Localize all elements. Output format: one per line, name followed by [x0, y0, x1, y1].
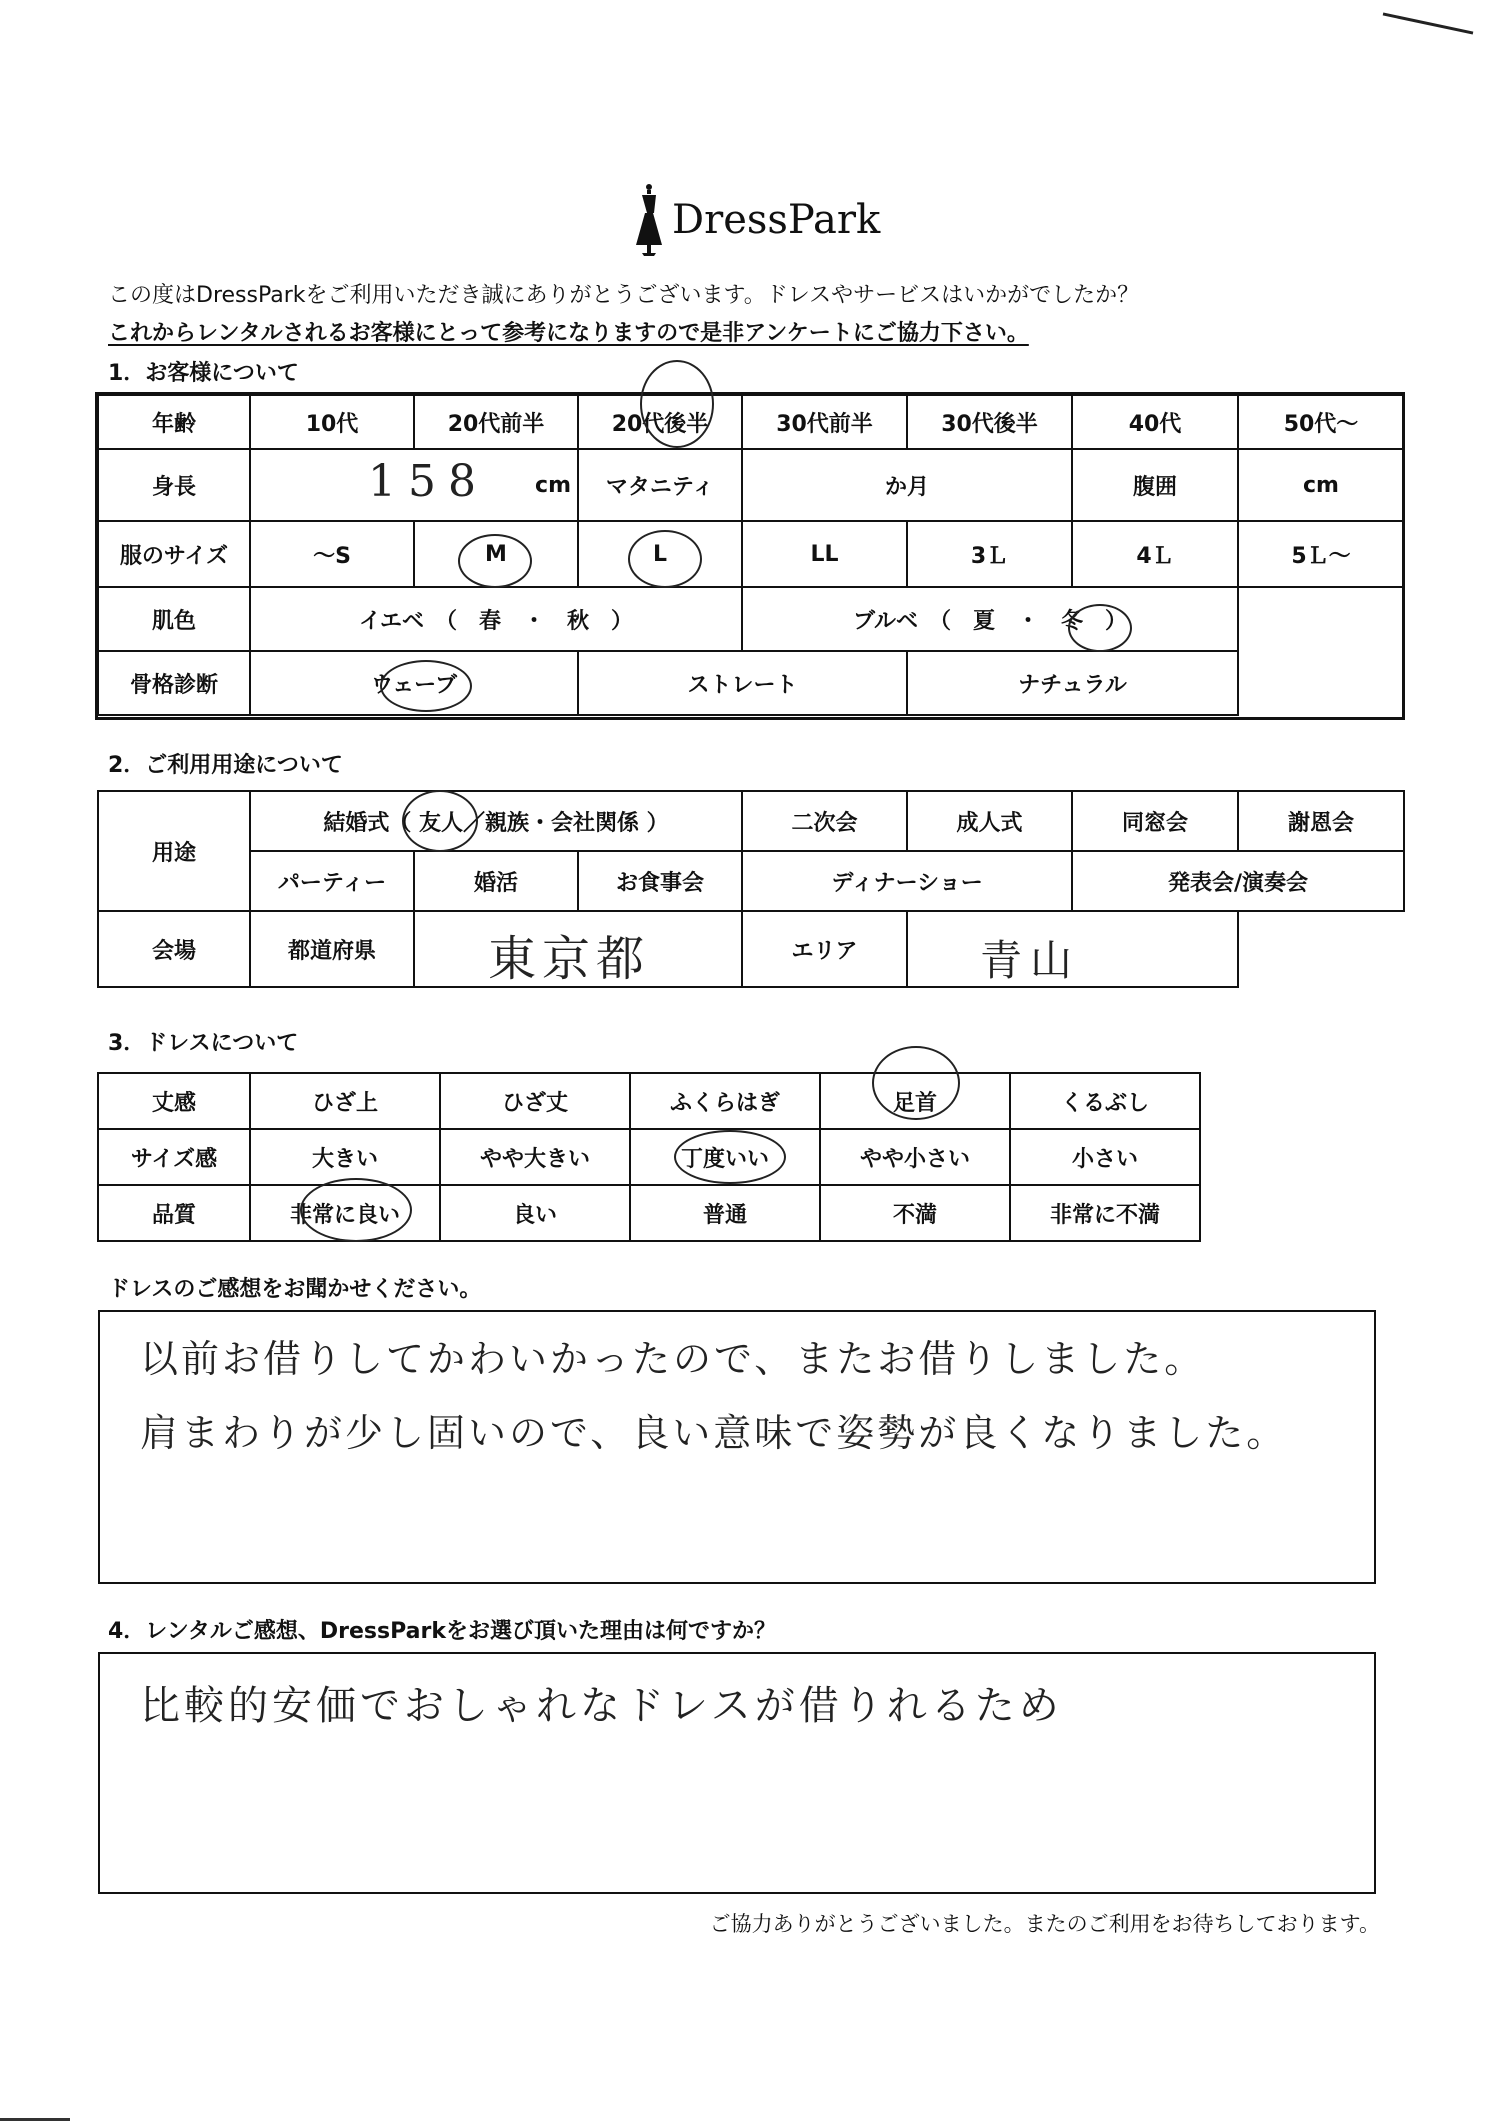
- length-option[interactable]: くるぶし: [1010, 1073, 1200, 1129]
- size-label: 服のサイズ: [98, 521, 250, 587]
- dress-comment-line-1: 以前お借りしてかわいかったので、またお借りしました。: [140, 1337, 1206, 1381]
- purpose-row-1: [98, 791, 1404, 851]
- empty-cell: [1238, 587, 1404, 651]
- age-option[interactable]: 30代後半: [907, 395, 1072, 449]
- age-option[interactable]: 40代: [1072, 395, 1238, 449]
- purpose-selected-mark: [402, 790, 478, 852]
- fit-row: [98, 1129, 1200, 1185]
- skin-row: [98, 587, 1404, 651]
- waist-label: 腹囲: [1072, 449, 1238, 521]
- length-row: [98, 1073, 1200, 1129]
- age-row: [98, 395, 1404, 449]
- height-label: 身長: [98, 449, 250, 521]
- size-selected-mark: [628, 530, 702, 588]
- dress-table: [97, 1072, 1201, 1242]
- area-label: エリア: [742, 911, 907, 987]
- size-option[interactable]: 3Ｌ: [907, 521, 1072, 587]
- fit-option[interactable]: やや大きい: [440, 1129, 630, 1185]
- comment-prompt: ドレスのご感想をお聞かせください。: [108, 1277, 482, 1302]
- length-option[interactable]: 足首: [820, 1073, 1010, 1129]
- purpose-option[interactable]: 同窓会: [1072, 791, 1238, 851]
- quality-label: 品質: [98, 1185, 250, 1241]
- height-unit: cm: [535, 472, 571, 498]
- maternity-unit: か月: [884, 474, 929, 500]
- length-selected-mark: [872, 1046, 960, 1120]
- purpose-option[interactable]: 発表会/演奏会: [1072, 851, 1404, 911]
- purpose-option[interactable]: 謝恩会: [1238, 791, 1404, 851]
- purpose-row-2: [98, 851, 1404, 911]
- prefecture-value: 東京都: [488, 931, 651, 987]
- quality-option[interactable]: 普通: [630, 1185, 820, 1241]
- age-option[interactable]: 50代～: [1238, 395, 1404, 449]
- age-option[interactable]: 20代後半: [578, 395, 742, 449]
- maternity-field[interactable]: [742, 449, 1072, 521]
- reason-answer: 比較的安価でおしゃれなドレスが借りれるため: [140, 1683, 1063, 1729]
- age-option[interactable]: 10代: [250, 395, 414, 449]
- size-option[interactable]: 5Ｌ～: [1238, 521, 1404, 587]
- purpose-table: [97, 790, 1405, 988]
- waist-unit: cm: [1303, 472, 1339, 498]
- fit-option[interactable]: やや小さい: [820, 1129, 1010, 1185]
- frame-option[interactable]: ナチュラル: [907, 651, 1238, 715]
- quality-option[interactable]: 非常に良い: [250, 1185, 440, 1241]
- section2-title: 2．ご利用用途について: [108, 753, 343, 778]
- length-option[interactable]: ひざ丈: [440, 1073, 630, 1129]
- purpose-option[interactable]: 成人式: [907, 791, 1072, 851]
- frame-label: 骨格診断: [98, 651, 250, 715]
- quality-selected-mark: [300, 1178, 412, 1242]
- venue-label: 会場: [98, 911, 250, 987]
- length-label: 丈感: [98, 1073, 250, 1129]
- size-option[interactable]: L: [578, 521, 742, 587]
- age-label: 年齢: [98, 395, 250, 449]
- age-selected-mark: [640, 360, 714, 448]
- section1-title: 1．お客様について: [108, 361, 299, 386]
- fit-option[interactable]: 小さい: [1010, 1129, 1200, 1185]
- frame-option[interactable]: ストレート: [578, 651, 907, 715]
- frame-row: [98, 651, 1404, 715]
- quality-option[interactable]: 良い: [440, 1185, 630, 1241]
- brand-name: DressPark: [672, 197, 881, 243]
- purpose-option[interactable]: 二次会: [742, 791, 907, 851]
- height-value: 158: [368, 456, 488, 507]
- fit-option[interactable]: 大きい: [250, 1129, 440, 1185]
- age-option[interactable]: 20代前半: [414, 395, 578, 449]
- fit-label: サイズ感: [98, 1129, 250, 1185]
- purpose-option[interactable]: 結婚式（ 友人／親族・会社関係 ）: [250, 791, 742, 851]
- size-option[interactable]: ～S: [250, 521, 414, 587]
- maternity-label: マタニティ: [578, 449, 742, 521]
- empty-cell: [1238, 651, 1404, 715]
- length-option[interactable]: ふくらはぎ: [630, 1073, 820, 1129]
- prefecture-label: 都道府県: [250, 911, 414, 987]
- area-value: 青山: [980, 936, 1081, 985]
- section4-title: 4．レンタルご感想、DressParkをお選び頂いた理由は何ですか？: [108, 1619, 776, 1644]
- fit-option[interactable]: 丁度いい: [630, 1129, 820, 1185]
- size-selected-mark: [458, 534, 532, 588]
- brand-logo: [634, 180, 880, 260]
- scan-mark: [0, 2118, 70, 2121]
- skin-blue-option[interactable]: ブルベ （ 夏 ・ 冬 ）: [742, 587, 1238, 651]
- dress-comment-box[interactable]: [98, 1310, 1376, 1584]
- size-option[interactable]: LL: [742, 521, 907, 587]
- height-row: [98, 449, 1404, 521]
- purpose-option[interactable]: 婚活: [414, 851, 578, 911]
- fit-selected-mark: [674, 1130, 786, 1184]
- skin-label: 肌色: [98, 587, 250, 651]
- intro-line-2: これからレンタルされるお客様にとって参考になりますので是非アンケートにご協力下さい。: [108, 321, 1029, 346]
- intro-line-1: この度はDressParkをご利用いただき誠にありがとうございます。ドレスやサービスはいかがでしたか？: [108, 283, 1140, 308]
- length-option[interactable]: ひざ上: [250, 1073, 440, 1129]
- frame-option[interactable]: ウェーブ: [250, 651, 578, 715]
- skin-yellow-option[interactable]: イエベ （ 春 ・ 秋 ）: [250, 587, 742, 651]
- empty-cell: [1238, 911, 1404, 987]
- purpose-option[interactable]: ディナーショー: [742, 851, 1072, 911]
- purpose-option[interactable]: お食事会: [578, 851, 742, 911]
- quality-option[interactable]: 非常に不満: [1010, 1185, 1200, 1241]
- size-option[interactable]: M: [414, 521, 578, 587]
- age-option[interactable]: 30代前半: [742, 395, 907, 449]
- frame-selected-mark: [380, 660, 472, 712]
- section3-title: 3．ドレスについて: [108, 1031, 299, 1056]
- dress-icon: [634, 183, 664, 257]
- venue-row: [98, 911, 1404, 987]
- purpose-option[interactable]: パーティー: [250, 851, 414, 911]
- quality-option[interactable]: 不満: [820, 1185, 1010, 1241]
- purpose-label: 用途: [98, 791, 250, 911]
- customer-table: [97, 394, 1405, 716]
- scan-mark: [1383, 12, 1474, 34]
- waist-field[interactable]: [1238, 449, 1404, 521]
- dress-comment-line-2: 肩まわりが少し固いので、良い意味で姿勢が良くなりました。: [140, 1411, 1288, 1455]
- skin-selected-mark: [1068, 604, 1132, 652]
- footer-thanks: ご協力ありがとうございました。またのご利用をお待ちしております。: [709, 1912, 1380, 1936]
- quality-row: [98, 1185, 1200, 1241]
- reason-box[interactable]: [98, 1652, 1376, 1894]
- size-option[interactable]: 4Ｌ: [1072, 521, 1238, 587]
- size-row: [98, 521, 1404, 587]
